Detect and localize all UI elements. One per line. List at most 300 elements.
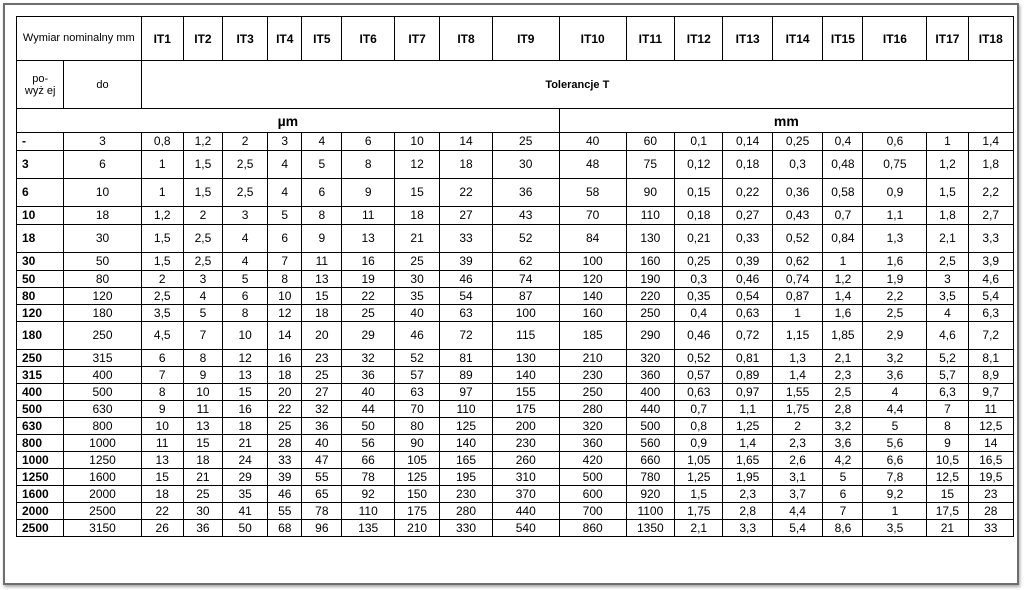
tolerance-cell: 1,6 [823, 305, 863, 322]
size-from-cell: 120 [17, 305, 64, 322]
tolerance-cell: 8 [302, 207, 342, 225]
size-from-cell: 6 [17, 179, 64, 207]
tolerance-cell: 1,65 [723, 452, 772, 469]
size-to-cell: 400 [64, 367, 141, 384]
tolerance-cell: 29 [342, 322, 395, 350]
table-row [17, 207, 1014, 225]
tolerance-cell: 1,15 [772, 322, 822, 350]
tolerance-cell: 90 [394, 435, 439, 452]
tolerance-cell: 2 [222, 133, 267, 151]
tolerance-cell: 1,4 [968, 133, 1013, 151]
tolerance-cell: 4 [268, 151, 302, 179]
tolerance-cell: 140 [440, 435, 493, 452]
table-row [17, 486, 1014, 503]
tolerance-cell: 250 [626, 305, 674, 322]
table-row [17, 133, 1014, 151]
size-from-cell: 2000 [17, 503, 64, 520]
tolerance-cell: 18 [268, 367, 302, 384]
unit-millimeter: mm [559, 109, 1013, 133]
above-label: po- wyż ej [17, 61, 64, 109]
to-label: do [64, 61, 141, 109]
unit-row [17, 109, 1014, 133]
table-row [17, 253, 1014, 271]
tolerance-cell: 310 [492, 469, 559, 486]
tolerance-cell: 52 [394, 350, 439, 367]
tolerance-cell: 2,5 [927, 253, 968, 271]
tolerance-cell: 1,2 [141, 207, 183, 225]
tolerance-cell: 5 [823, 469, 863, 486]
size-to-cell: 6 [64, 151, 141, 179]
tolerance-cell: 0,15 [675, 179, 723, 207]
tolerance-cell: 72 [440, 322, 493, 350]
tolerance-cell: 24 [222, 452, 267, 469]
grade-header: IT17 [927, 17, 968, 61]
tolerance-cell: 2,1 [675, 520, 723, 537]
tolerance-cell: 89 [440, 367, 493, 384]
tolerance-cell: 15 [927, 486, 968, 503]
tolerance-cell: 50 [342, 418, 395, 435]
tolerance-cell: 1,5 [183, 179, 222, 207]
tolerance-cell: 96 [302, 520, 342, 537]
tolerance-cell: 1,2 [927, 151, 968, 179]
tolerance-cell: 0,84 [823, 225, 863, 253]
tolerance-cell: 280 [559, 401, 626, 418]
tolerance-cell: 6 [342, 133, 395, 151]
size-from-cell: 630 [17, 418, 64, 435]
tolerance-cell: 0,46 [675, 322, 723, 350]
tolerance-cell: 0,87 [772, 288, 822, 305]
tolerance-cell: 220 [626, 288, 674, 305]
tolerance-cell: 5 [268, 207, 302, 225]
size-to-cell: 18 [64, 207, 141, 225]
tolerance-cell: 2,5 [222, 151, 267, 179]
tolerance-cell: 3,5 [863, 520, 927, 537]
tolerance-cell: 320 [559, 418, 626, 435]
tolerance-cell: 0,9 [675, 435, 723, 452]
tolerance-cell: 22 [342, 288, 395, 305]
tolerance-cell: 3 [183, 271, 222, 288]
tolerance-cell: 130 [492, 350, 559, 367]
tolerance-cell: 0,62 [772, 253, 822, 271]
table-row [17, 452, 1014, 469]
tolerance-cell: 50 [222, 520, 267, 537]
tolerance-cell: 16,5 [968, 452, 1013, 469]
tolerance-cell: 28 [968, 503, 1013, 520]
tolerance-cell: 1 [927, 133, 968, 151]
tolerance-cell: 15 [183, 435, 222, 452]
tolerance-cell: 39 [268, 469, 302, 486]
tolerance-cell: 165 [440, 452, 493, 469]
tolerance-cell: 920 [626, 486, 674, 503]
tolerance-cell: 0,63 [675, 384, 723, 401]
tolerance-cell: 260 [492, 452, 559, 469]
table-row [17, 288, 1014, 305]
tolerance-cell: 40 [394, 305, 439, 322]
tolerance-cell: 1,5 [141, 225, 183, 253]
tolerance-cell: 1,1 [863, 207, 927, 225]
tolerance-cell: 3,3 [968, 225, 1013, 253]
table-row [17, 179, 1014, 207]
size-to-cell: 2500 [64, 503, 141, 520]
tolerance-cell: 2 [772, 418, 822, 435]
size-from-cell: 2500 [17, 520, 64, 537]
tolerance-cell: 1,4 [772, 367, 822, 384]
grade-header: IT9 [492, 17, 559, 61]
tolerance-cell: 2,9 [863, 322, 927, 350]
tolerance-cell: 63 [394, 384, 439, 401]
tolerance-cell: 0,48 [823, 151, 863, 179]
tolerance-cell: 8 [222, 305, 267, 322]
tolerance-cell: 55 [268, 503, 302, 520]
tolerance-cell: 1,55 [772, 384, 822, 401]
tolerance-cell: 17,5 [927, 503, 968, 520]
table-row [17, 401, 1014, 418]
tolerance-cell: 48 [559, 151, 626, 179]
size-to-cell: 1000 [64, 435, 141, 452]
tolerance-cell: 74 [492, 271, 559, 288]
tolerance-cell: 3 [222, 207, 267, 225]
tolerance-cell: 4,5 [141, 322, 183, 350]
tolerance-cell: 22 [141, 503, 183, 520]
tolerance-cell: 2,2 [968, 179, 1013, 207]
tolerance-cell: 5 [302, 151, 342, 179]
tolerance-cell: 84 [559, 225, 626, 253]
tolerance-cell: 160 [626, 253, 674, 271]
tolerance-cell: 0,7 [823, 207, 863, 225]
tolerance-cell: 75 [626, 151, 674, 179]
tolerance-cell: 26 [141, 520, 183, 537]
tolerance-cell: 110 [440, 401, 493, 418]
tolerance-cell: 0,33 [723, 225, 772, 253]
tolerance-cell: 12 [222, 350, 267, 367]
tolerance-cell: 1,3 [772, 350, 822, 367]
tolerance-cell: 1,4 [823, 288, 863, 305]
grade-header: IT4 [268, 17, 302, 61]
tolerance-cell: 1,25 [723, 418, 772, 435]
grade-header: IT14 [772, 17, 822, 61]
tolerance-cell: 0,18 [723, 151, 772, 179]
tolerance-cell: 13 [342, 225, 395, 253]
tolerance-cell: 13 [141, 452, 183, 469]
tolerance-cell: 1,5 [927, 179, 968, 207]
tolerance-cell: 40 [302, 435, 342, 452]
tolerance-cell: 4 [302, 133, 342, 151]
tolerance-cell: 0,63 [723, 305, 772, 322]
tolerance-cell: 18 [302, 305, 342, 322]
size-from-cell: 400 [17, 384, 64, 401]
tolerance-cell: 500 [559, 469, 626, 486]
tolerance-cell: 3,9 [968, 253, 1013, 271]
size-to-cell: 1600 [64, 469, 141, 486]
tolerance-cell: 60 [626, 133, 674, 151]
tolerance-cell: 5 [222, 271, 267, 288]
tolerance-cell: 2,5 [823, 384, 863, 401]
tolerance-cell: 0,4 [823, 133, 863, 151]
tolerance-cell: 440 [626, 401, 674, 418]
tolerance-cell: 1,3 [863, 225, 927, 253]
table-row [17, 367, 1014, 384]
tolerance-cell: 4,4 [863, 401, 927, 418]
tolerance-cell: 1,6 [863, 253, 927, 271]
tolerance-cell: 46 [394, 322, 439, 350]
tolerance-cell: 1 [823, 253, 863, 271]
tolerance-cell: 0,8 [141, 133, 183, 151]
tolerance-cell: 15 [394, 179, 439, 207]
size-to-cell: 315 [64, 350, 141, 367]
table-row [17, 418, 1014, 435]
tolerance-cell: 8 [141, 384, 183, 401]
tolerance-cell: 230 [440, 486, 493, 503]
tolerance-cell: 0,39 [723, 253, 772, 271]
tolerance-cell: 1,9 [863, 271, 927, 288]
tolerance-cell: 2 [141, 271, 183, 288]
grade-header: IT3 [222, 17, 267, 61]
tolerance-cell: 10 [394, 133, 439, 151]
tolerance-cell: 0,9 [863, 179, 927, 207]
tolerance-cell: 0,4 [675, 305, 723, 322]
tolerance-cell: 57 [394, 367, 439, 384]
size-from-cell: 10 [17, 207, 64, 225]
grade-header: IT6 [342, 17, 395, 61]
tolerance-cell: 10,5 [927, 452, 968, 469]
tolerance-cell: 0,72 [723, 322, 772, 350]
tolerance-cell: 56 [342, 435, 395, 452]
tolerance-cell: 150 [394, 486, 439, 503]
tolerance-cell: 190 [626, 271, 674, 288]
tolerance-cell: 1100 [626, 503, 674, 520]
tolerance-cell: 25 [183, 486, 222, 503]
tolerance-cell: 320 [626, 350, 674, 367]
table-row [17, 503, 1014, 520]
tolerance-cell: 30 [394, 271, 439, 288]
tolerance-cell: 15 [141, 469, 183, 486]
tolerance-cell: 18 [440, 151, 493, 179]
tolerance-cell: 280 [440, 503, 493, 520]
tolerance-cell: 9 [302, 225, 342, 253]
tolerance-cell: 54 [440, 288, 493, 305]
tolerance-cell: 1,25 [675, 469, 723, 486]
tolerance-cell: 33 [440, 225, 493, 253]
grade-header: IT12 [675, 17, 723, 61]
tolerance-cell: 115 [492, 322, 559, 350]
tolerance-cell: 33 [968, 520, 1013, 537]
tolerance-cell: 1 [863, 503, 927, 520]
tolerance-cell: 2,5 [863, 305, 927, 322]
tolerance-cell: 4 [183, 288, 222, 305]
tolerance-cell: 1,5 [183, 151, 222, 179]
tolerance-cell: 35 [222, 486, 267, 503]
tolerance-cell: 62 [492, 253, 559, 271]
tolerance-cell: 78 [302, 503, 342, 520]
tolerance-cell: 43 [492, 207, 559, 225]
size-from-cell: 250 [17, 350, 64, 367]
tolerance-cell: 1,8 [927, 207, 968, 225]
tolerance-cell: 8,1 [968, 350, 1013, 367]
tolerance-cell: 370 [492, 486, 559, 503]
tolerance-cell: 30 [183, 503, 222, 520]
tolerance-cell: 22 [268, 401, 302, 418]
tolerance-cell: 15 [222, 384, 267, 401]
tolerance-cell: 3,3 [723, 520, 772, 537]
tolerance-cell: 3 [927, 271, 968, 288]
tolerance-cell: 4 [863, 384, 927, 401]
tolerance-cell: 0,89 [723, 367, 772, 384]
tolerance-cell: 11 [302, 253, 342, 271]
table-row [17, 520, 1014, 537]
tolerance-cell: 6,3 [927, 384, 968, 401]
tolerance-cell: 0,46 [723, 271, 772, 288]
tolerance-cell: 70 [394, 401, 439, 418]
tolerance-cell: 9 [342, 179, 395, 207]
tolerance-cell: 15 [302, 288, 342, 305]
size-from-cell: 1000 [17, 452, 64, 469]
tolerance-cell: 7,2 [968, 322, 1013, 350]
tolerance-cell: 2,7 [968, 207, 1013, 225]
tolerance-cell: 0,8 [675, 418, 723, 435]
size-from-cell: 1600 [17, 486, 64, 503]
tolerance-cell: 110 [626, 207, 674, 225]
grade-header: IT7 [394, 17, 439, 61]
size-to-cell: 250 [64, 322, 141, 350]
tolerance-cell: 860 [559, 520, 626, 537]
size-to-cell: 3150 [64, 520, 141, 537]
tolerance-cell: 19,5 [968, 469, 1013, 486]
tolerance-cell: 100 [559, 253, 626, 271]
tolerance-cell: 125 [394, 469, 439, 486]
tolerance-cell: 21 [222, 435, 267, 452]
tolerance-cell: 3,2 [823, 418, 863, 435]
tolerance-cell: 55 [302, 469, 342, 486]
tolerance-cell: 0,36 [772, 179, 822, 207]
tolerance-cell: 9 [183, 367, 222, 384]
tolerance-cell: 0,18 [675, 207, 723, 225]
tolerance-cell: 44 [342, 401, 395, 418]
tolerance-cell: 5,2 [927, 350, 968, 367]
tolerance-cell: 66 [342, 452, 395, 469]
tolerance-cell: 1 [772, 305, 822, 322]
tolerance-cell: 10 [183, 384, 222, 401]
tolerance-cell: 400 [626, 384, 674, 401]
tolerance-cell: 120 [559, 271, 626, 288]
size-to-cell: 10 [64, 179, 141, 207]
tolerance-cell: 25 [492, 133, 559, 151]
tolerance-cell: 1,75 [675, 503, 723, 520]
tolerance-cell: 3,1 [772, 469, 822, 486]
tolerance-cell: 30 [492, 151, 559, 179]
tolerance-cell: 0,3 [772, 151, 822, 179]
grade-header: IT18 [968, 17, 1013, 61]
size-to-cell: 180 [64, 305, 141, 322]
tolerance-cell: 2,3 [772, 435, 822, 452]
size-to-cell: 3 [64, 133, 141, 151]
tolerance-cell: 2,6 [772, 452, 822, 469]
tolerance-cell: 560 [626, 435, 674, 452]
tolerance-cell: 29 [222, 469, 267, 486]
tolerance-cell: 3,6 [863, 367, 927, 384]
tolerance-cell: 5,6 [863, 435, 927, 452]
tolerance-cell: 22 [440, 179, 493, 207]
tolerance-cell: 18 [183, 452, 222, 469]
table-row [17, 151, 1014, 179]
tolerance-cell: 0,54 [723, 288, 772, 305]
size-to-cell: 1250 [64, 452, 141, 469]
tolerance-cell: 4 [222, 253, 267, 271]
size-to-cell: 2000 [64, 486, 141, 503]
size-from-cell: 315 [17, 367, 64, 384]
tolerance-cell: 6 [268, 225, 302, 253]
tolerance-cell: 6,3 [968, 305, 1013, 322]
tolerance-cell: 360 [559, 435, 626, 452]
tolerance-cell: 65 [302, 486, 342, 503]
tolerance-cell: 3,5 [927, 288, 968, 305]
tolerance-cell: 46 [440, 271, 493, 288]
tolerance-cell: 18 [222, 418, 267, 435]
tolerance-cell: 58 [559, 179, 626, 207]
tolerance-cell: 130 [626, 225, 674, 253]
tolerance-cell: 0,52 [772, 225, 822, 253]
size-to-cell: 50 [64, 253, 141, 271]
tolerance-cell: 13 [302, 271, 342, 288]
tolerance-cell: 6,6 [863, 452, 927, 469]
tolerance-cell: 6 [222, 288, 267, 305]
tolerance-cell: 16 [268, 350, 302, 367]
grade-header: IT2 [183, 17, 222, 61]
tolerance-cell: 6 [823, 486, 863, 503]
grade-header: IT15 [823, 17, 863, 61]
tolerance-cell: 11 [183, 401, 222, 418]
tolerance-cell: 250 [559, 384, 626, 401]
tolerance-cell: 8,9 [968, 367, 1013, 384]
tolerance-cell: 14 [268, 322, 302, 350]
tolerance-cell: 23 [302, 350, 342, 367]
tolerance-cell: 10 [268, 288, 302, 305]
tolerance-cell: 9 [927, 435, 968, 452]
tolerance-cell: 16 [342, 253, 395, 271]
tolerance-cell: 1,4 [723, 435, 772, 452]
grade-header: IT13 [723, 17, 772, 61]
tolerance-cell: 175 [394, 503, 439, 520]
tolerance-cell: 0,22 [723, 179, 772, 207]
tolerance-cell: 1,85 [823, 322, 863, 350]
tolerance-cell: 12 [394, 151, 439, 179]
tolerance-cell: 210 [559, 350, 626, 367]
tolerance-cell: 330 [440, 520, 493, 537]
tolerance-cell: 20 [302, 322, 342, 350]
tolerance-cell: 3,6 [823, 435, 863, 452]
tolerance-cell: 0,81 [723, 350, 772, 367]
size-from-cell: 18 [17, 225, 64, 253]
tolerance-cell: 1 [141, 151, 183, 179]
size-from-cell: 80 [17, 288, 64, 305]
tolerance-cell: 9,7 [968, 384, 1013, 401]
tolerance-cell: 1,1 [723, 401, 772, 418]
size-from-cell: 180 [17, 322, 64, 350]
tolerance-cell: 4,6 [968, 271, 1013, 288]
tolerance-cell: 5,4 [968, 288, 1013, 305]
tolerance-cell: 63 [440, 305, 493, 322]
tolerance-cell: 7 [823, 503, 863, 520]
tolerance-cell: 25 [342, 305, 395, 322]
tolerance-cell: 40 [559, 133, 626, 151]
size-from-cell: 3 [17, 151, 64, 179]
tolerance-cell: 600 [559, 486, 626, 503]
tolerance-cell: 360 [626, 367, 674, 384]
size-to-cell: 80 [64, 271, 141, 288]
tolerance-cell: 87 [492, 288, 559, 305]
tolerance-cell: 47 [302, 452, 342, 469]
tolerance-cell: 0,75 [863, 151, 927, 179]
tolerance-cell: 33 [268, 452, 302, 469]
